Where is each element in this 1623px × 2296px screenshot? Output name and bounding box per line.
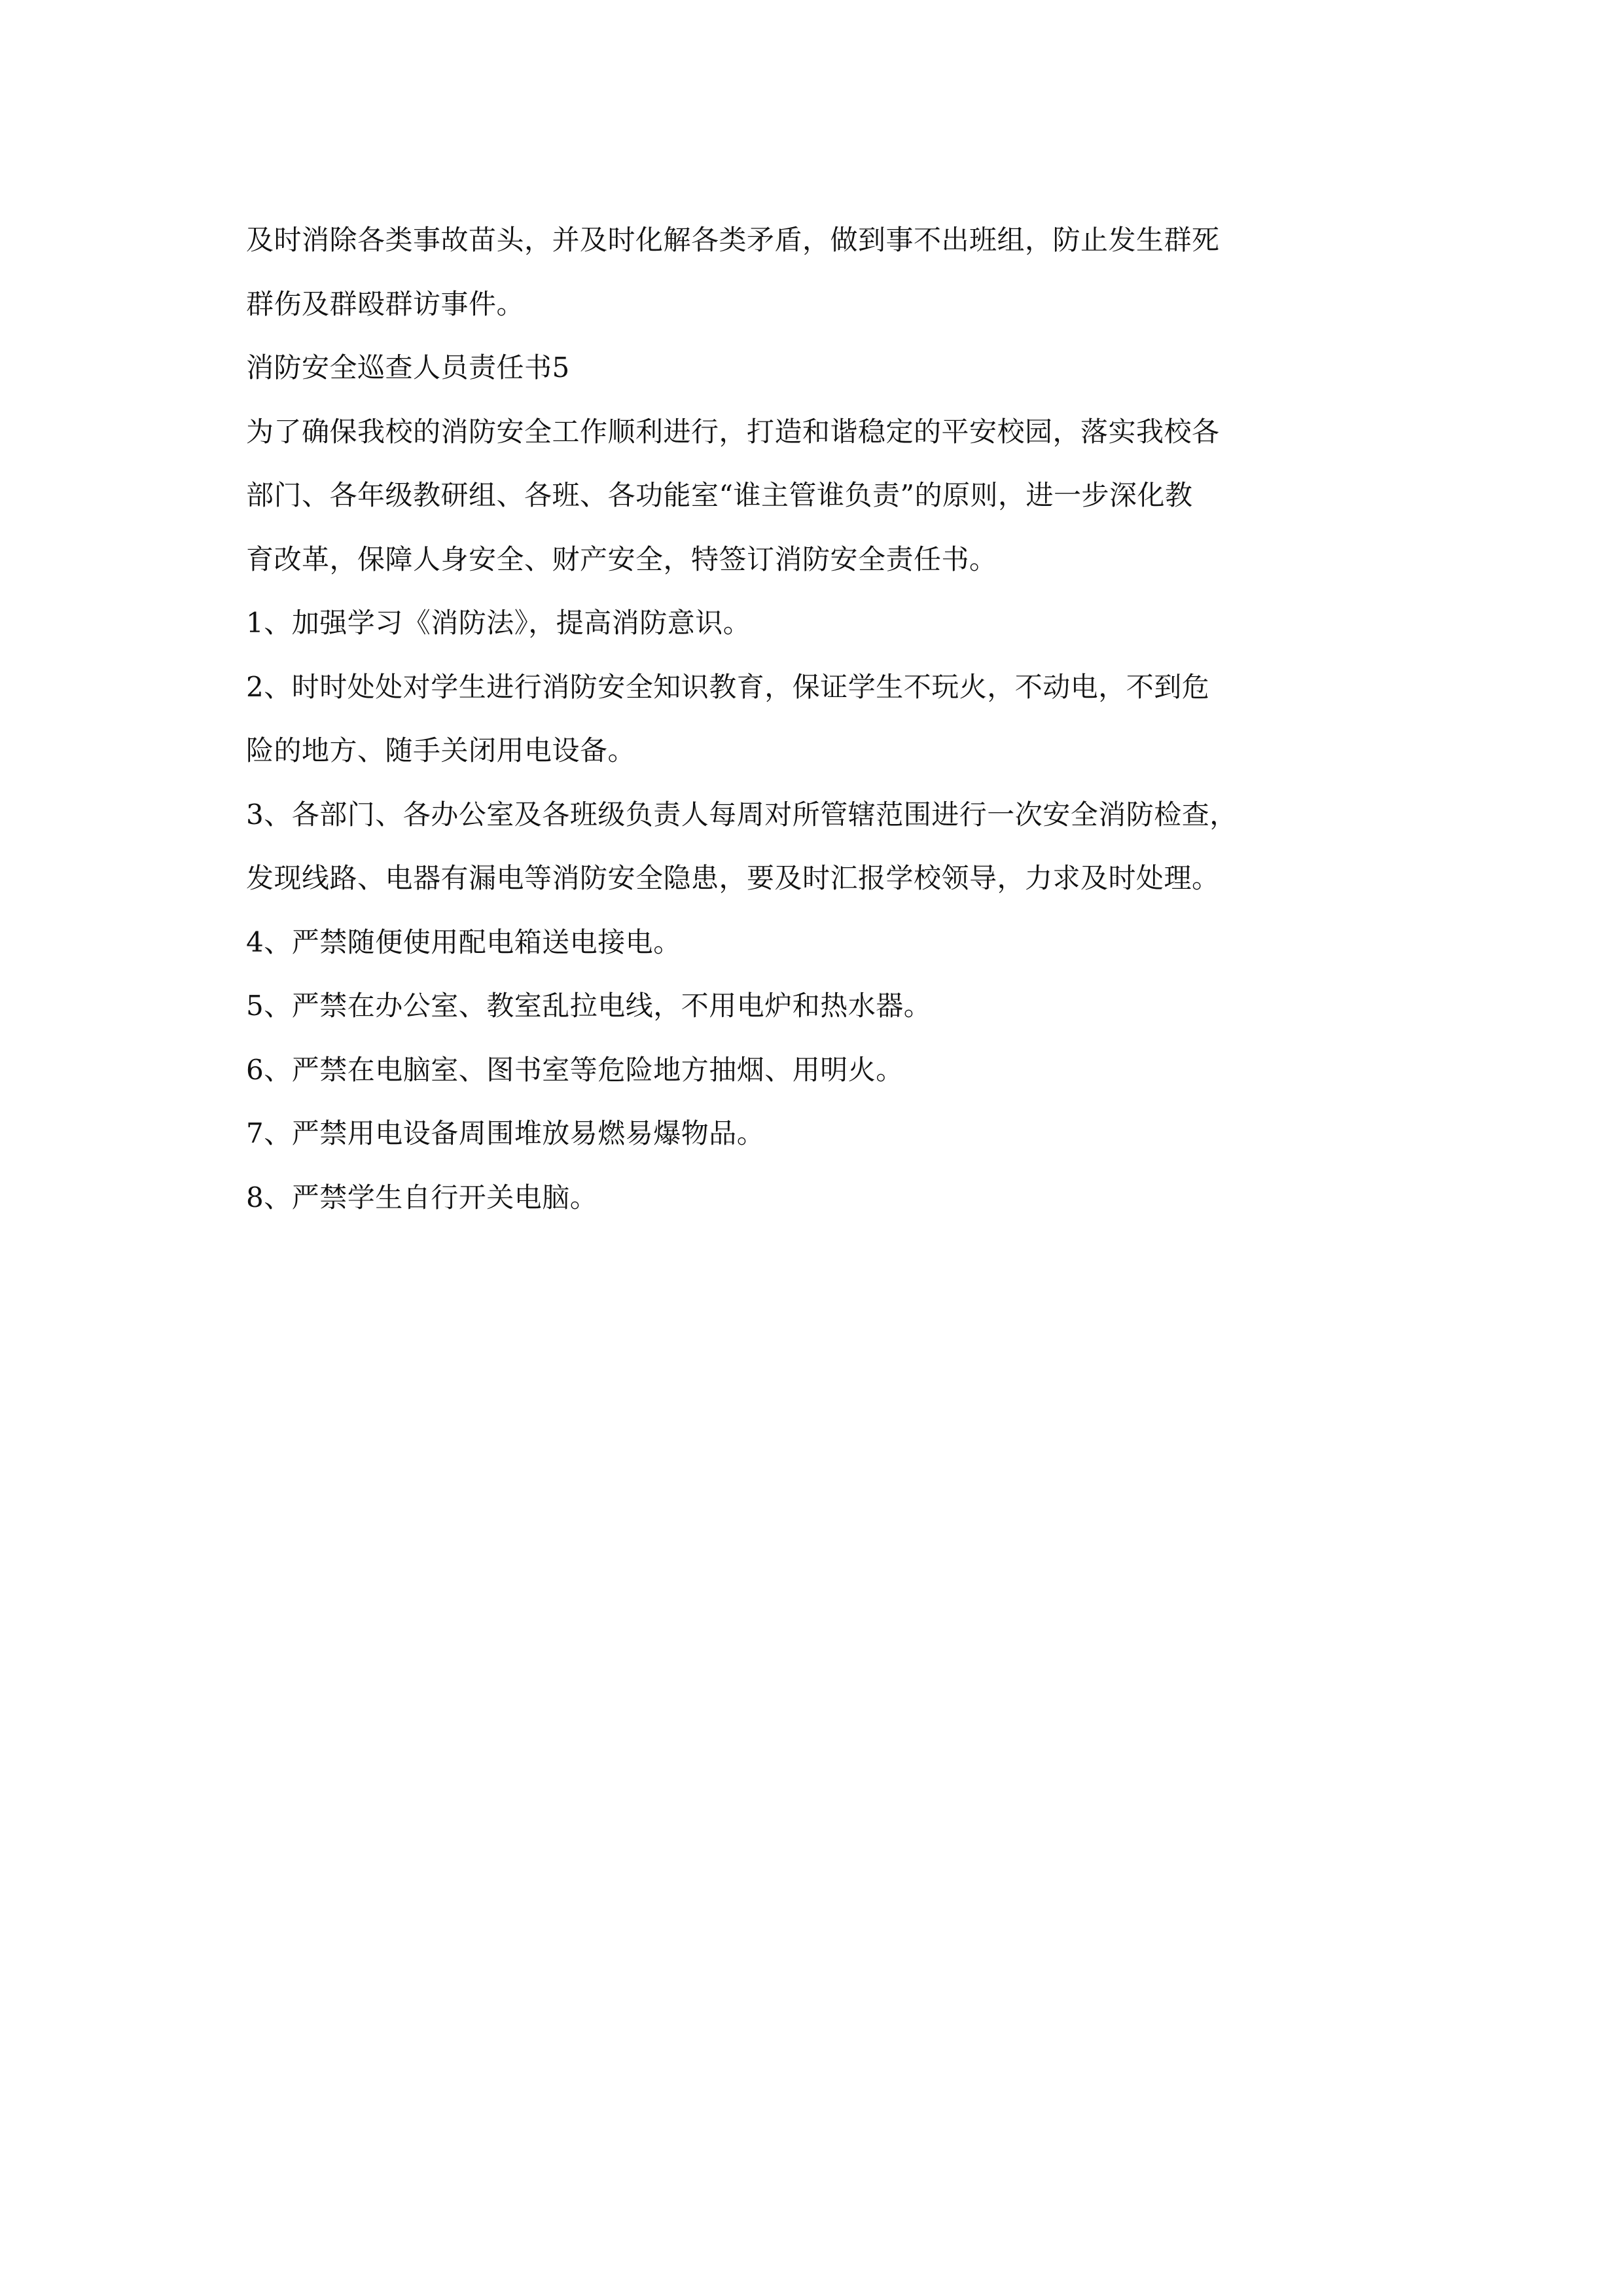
section-title: 消防安全巡查人员责任书5 — [246, 351, 570, 384]
list-item: 8、严禁学生自行开关电脑。 — [246, 1181, 598, 1213]
list-item: 6、严禁在电脑室、图书室等危险地方抽烟、用明火。 — [246, 1053, 904, 1086]
list-item: 3、各部门、各办公室及各班级负责人每周对所管辖范围进行一次安全消防检查， — [246, 798, 1238, 831]
list-item-continuation: 险的地方、随手关闭用电设备。 — [246, 734, 636, 766]
text-line: 育改革，保障人身安全、财产安全，特签订消防安全责任书。 — [246, 543, 997, 575]
text-line: 群伤及群殴群访事件。 — [246, 287, 525, 320]
text-line: 及时消除各类事故苗头，并及时化解各类矛盾，做到事不出班组，防止发生群死 — [246, 224, 1220, 256]
list-item-continuation: 发现线路、电器有漏电等消防安全隐患，要及时汇报学校领导，力求及时处理。 — [246, 862, 1220, 894]
list-item: 5、严禁在办公室、教室乱拉电线，不用电炉和热水器。 — [246, 990, 932, 1022]
text-line: 部门、各年级教研组、各班、各功能室“谁主管谁负责”的原则，进一步深化教 — [246, 479, 1193, 511]
list-item: 4、严禁随便使用配电箱送电接电。 — [246, 925, 681, 958]
list-item: 1、加强学习《消防法》，提高消防意识。 — [246, 607, 751, 639]
document-body — [246, 208, 1385, 1229]
list-item: 2、时时处处对学生进行消防安全知识教育，保证学生不玩火，不动电，不到危 — [246, 670, 1210, 703]
list-item: 7、严禁用电设备周围堆放易燃易爆物品。 — [246, 1117, 765, 1149]
text-line: 为了确保我校的消防安全工作顺利进行，打造和谐稳定的平安校园，落实我校各 — [246, 415, 1220, 448]
